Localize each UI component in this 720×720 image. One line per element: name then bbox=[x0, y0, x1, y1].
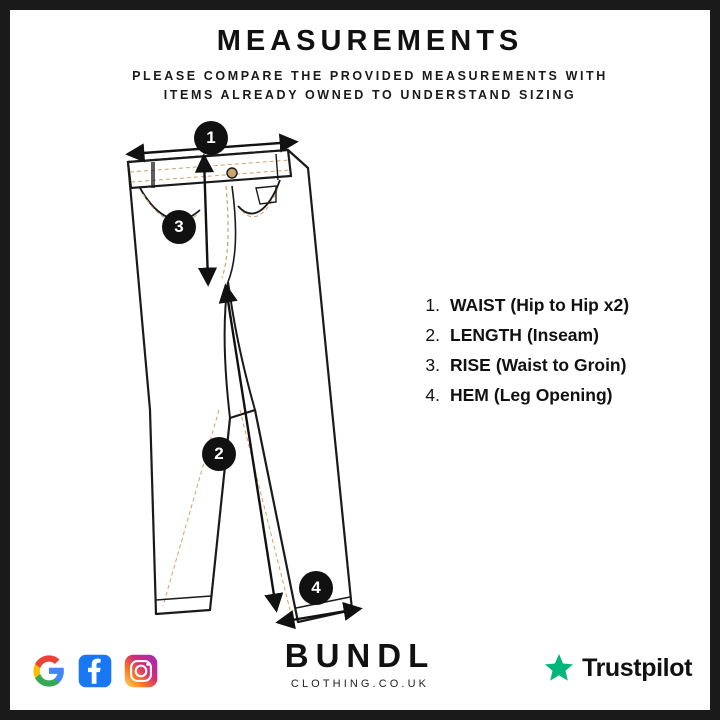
trustpilot-label: Trustpilot bbox=[582, 653, 692, 682]
badge-length: 2 bbox=[202, 437, 236, 471]
header-subtitle bbox=[50, 67, 690, 106]
brand-name: BUNDL bbox=[284, 637, 436, 674]
legend-detail: (Inseam) bbox=[526, 325, 599, 345]
legend-item-rise bbox=[410, 355, 700, 376]
legend-item-hem bbox=[410, 385, 700, 406]
header-subtitle-line2: ITEMS ALREADY OWNED TO UNDERSTAND SIZING bbox=[163, 88, 577, 103]
legend-detail: (Hip to Hip x2) bbox=[510, 295, 630, 315]
jeans-outline-shape bbox=[128, 150, 352, 622]
legend-number: 3. bbox=[425, 355, 440, 375]
legend-label: RISE bbox=[450, 355, 491, 375]
legend-detail: (Leg Opening) bbox=[493, 385, 613, 405]
legend-item-length bbox=[410, 325, 700, 346]
badge-rise: 3 bbox=[162, 210, 196, 244]
header bbox=[10, 24, 720, 106]
trustpilot-badge[interactable] bbox=[543, 652, 692, 684]
legend-number: 4. bbox=[425, 385, 440, 405]
legend-label: HEM bbox=[450, 385, 489, 405]
page-title: MEASUREMENTS bbox=[216, 25, 524, 57]
badge-hem: 4 bbox=[299, 571, 333, 605]
measurement-legend bbox=[410, 295, 700, 415]
legend-number: 1. bbox=[425, 295, 440, 315]
legend-number: 2. bbox=[425, 325, 440, 345]
legend-label: WAIST bbox=[450, 295, 506, 315]
badge-waist: 1 bbox=[194, 121, 228, 155]
legend-label: LENGTH bbox=[450, 325, 522, 345]
legend-detail: (Waist to Groin) bbox=[495, 355, 627, 375]
legend-item-waist bbox=[410, 295, 700, 316]
brand-subtitle: CLOTHING.CO.UK bbox=[290, 678, 430, 690]
trustpilot-star-icon bbox=[543, 652, 575, 684]
header-subtitle-line1: PLEASE COMPARE THE PROVIDED MEASUREMENTS WITH bbox=[132, 68, 608, 83]
jeans-diagram bbox=[80, 110, 410, 640]
